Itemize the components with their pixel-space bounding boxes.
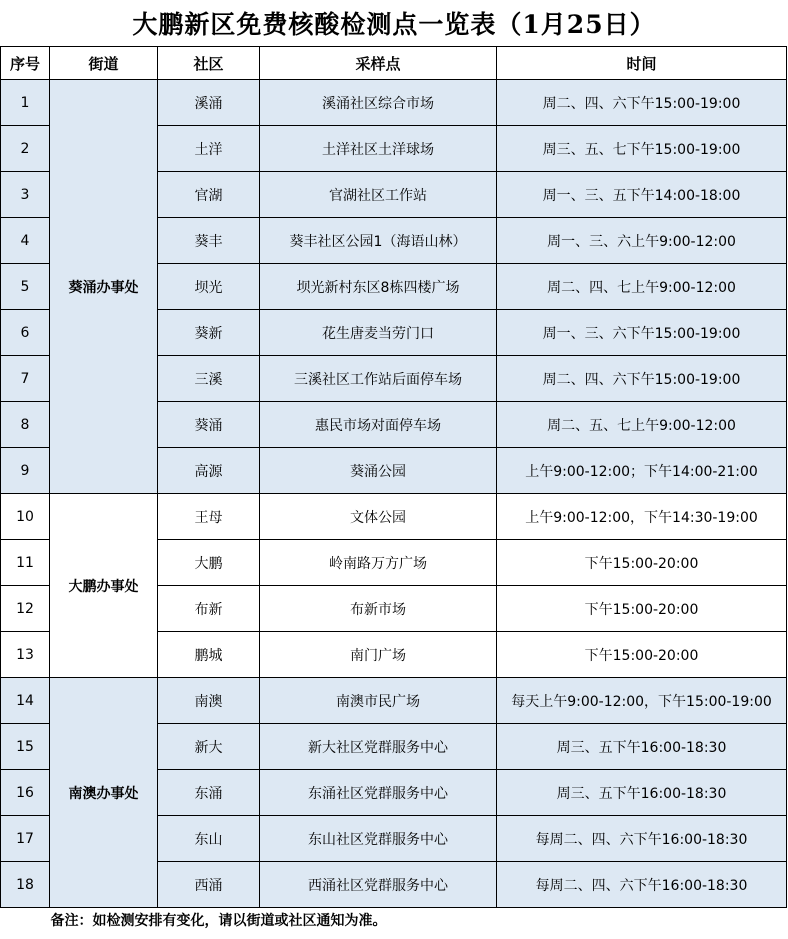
row-no: 7 <box>1 356 50 402</box>
row-no: 6 <box>1 310 50 356</box>
testing-sites-table <box>0 46 787 932</box>
row-site: 南门广场 <box>260 632 497 678</box>
row-time: 上午9:00-12:00；下午14:00-21:00 <box>497 448 787 494</box>
row-community: 土洋 <box>158 126 260 172</box>
table-row <box>1 494 787 540</box>
table-header-row <box>1 47 787 80</box>
row-site: 土洋社区土洋球场 <box>260 126 497 172</box>
row-community: 新大 <box>158 724 260 770</box>
row-site: 东涌社区党群服务中心 <box>260 770 497 816</box>
row-community: 官湖 <box>158 172 260 218</box>
row-time: 上午9:00-12:00，下午14:30-19:00 <box>497 494 787 540</box>
row-time: 周三、五下午16:00-18:30 <box>497 770 787 816</box>
row-time: 周二、五、七上午9:00-12:00 <box>497 402 787 448</box>
row-time: 下午15:00-20:00 <box>497 540 787 586</box>
row-no: 15 <box>1 724 50 770</box>
row-site: 葵丰社区公园1（海语山林） <box>260 218 497 264</box>
row-site: 三溪社区工作站后面停车场 <box>260 356 497 402</box>
row-community: 南澳 <box>158 678 260 724</box>
row-no: 12 <box>1 586 50 632</box>
row-no: 9 <box>1 448 50 494</box>
district-kuichong: 葵涌办事处 <box>50 80 158 494</box>
row-no: 3 <box>1 172 50 218</box>
row-no: 2 <box>1 126 50 172</box>
row-no: 8 <box>1 402 50 448</box>
header-time: 时间 <box>497 47 787 80</box>
row-community: 三溪 <box>158 356 260 402</box>
row-community: 葵涌 <box>158 402 260 448</box>
row-site: 岭南路万方广场 <box>260 540 497 586</box>
header-community: 社区 <box>158 47 260 80</box>
table-row <box>1 678 787 724</box>
district-nanao: 南澳办事处 <box>50 678 158 908</box>
row-no: 4 <box>1 218 50 264</box>
row-site: 文体公园 <box>260 494 497 540</box>
row-site: 西涌社区党群服务中心 <box>260 862 497 908</box>
row-community: 东涌 <box>158 770 260 816</box>
row-time: 下午15:00-20:00 <box>497 632 787 678</box>
row-site: 布新市场 <box>260 586 497 632</box>
row-community: 坝光 <box>158 264 260 310</box>
row-site: 东山社区党群服务中心 <box>260 816 497 862</box>
row-site: 葵涌公园 <box>260 448 497 494</box>
header-street: 街道 <box>50 47 158 80</box>
row-time: 周三、五、七下午15:00-19:00 <box>497 126 787 172</box>
row-time: 周三、五下午16:00-18:30 <box>497 724 787 770</box>
row-community: 大鹏 <box>158 540 260 586</box>
row-time: 每周二、四、六下午16:00-18:30 <box>497 816 787 862</box>
row-time: 周一、三、六下午15:00-19:00 <box>497 310 787 356</box>
row-site: 坝光新村东区8栋四楼广场 <box>260 264 497 310</box>
row-site: 花生唐麦当劳门口 <box>260 310 497 356</box>
row-no: 18 <box>1 862 50 908</box>
row-no: 10 <box>1 494 50 540</box>
row-community: 高源 <box>158 448 260 494</box>
row-time: 周一、三、五下午14:00-18:00 <box>497 172 787 218</box>
row-site: 惠民市场对面停车场 <box>260 402 497 448</box>
footnote: 备注：如检测安排有变化，请以街道或社区通知为准。 <box>1 908 787 933</box>
row-time: 下午15:00-20:00 <box>497 586 787 632</box>
row-community: 鹏城 <box>158 632 260 678</box>
district-dapeng: 大鹏办事处 <box>50 494 158 678</box>
row-no: 11 <box>1 540 50 586</box>
row-community: 布新 <box>158 586 260 632</box>
header-site: 采样点 <box>260 47 497 80</box>
row-community: 葵丰 <box>158 218 260 264</box>
row-time: 每周二、四、六下午16:00-18:30 <box>497 862 787 908</box>
note-row <box>1 908 787 933</box>
row-community: 东山 <box>158 816 260 862</box>
row-community: 王母 <box>158 494 260 540</box>
row-time: 周一、三、六上午9:00-12:00 <box>497 218 787 264</box>
row-community: 溪涌 <box>158 80 260 126</box>
row-no: 1 <box>1 80 50 126</box>
row-no: 16 <box>1 770 50 816</box>
row-time: 每天上午9:00-12:00，下午15:00-19:00 <box>497 678 787 724</box>
row-no: 14 <box>1 678 50 724</box>
row-site: 新大社区党群服务中心 <box>260 724 497 770</box>
row-time: 周二、四、七上午9:00-12:00 <box>497 264 787 310</box>
row-site: 官湖社区工作站 <box>260 172 497 218</box>
row-no: 17 <box>1 816 50 862</box>
header-no: 序号 <box>1 47 50 80</box>
row-no: 13 <box>1 632 50 678</box>
table-row <box>1 80 787 126</box>
row-site: 南澳市民广场 <box>260 678 497 724</box>
row-community: 葵新 <box>158 310 260 356</box>
row-site: 溪涌社区综合市场 <box>260 80 497 126</box>
row-time: 周二、四、六下午15:00-19:00 <box>497 80 787 126</box>
row-time: 周二、四、六下午15:00-19:00 <box>497 356 787 402</box>
row-no: 5 <box>1 264 50 310</box>
page-title: 大鹏新区免费核酸检测点一览表（1月25日） <box>132 10 656 39</box>
row-community: 西涌 <box>158 862 260 908</box>
